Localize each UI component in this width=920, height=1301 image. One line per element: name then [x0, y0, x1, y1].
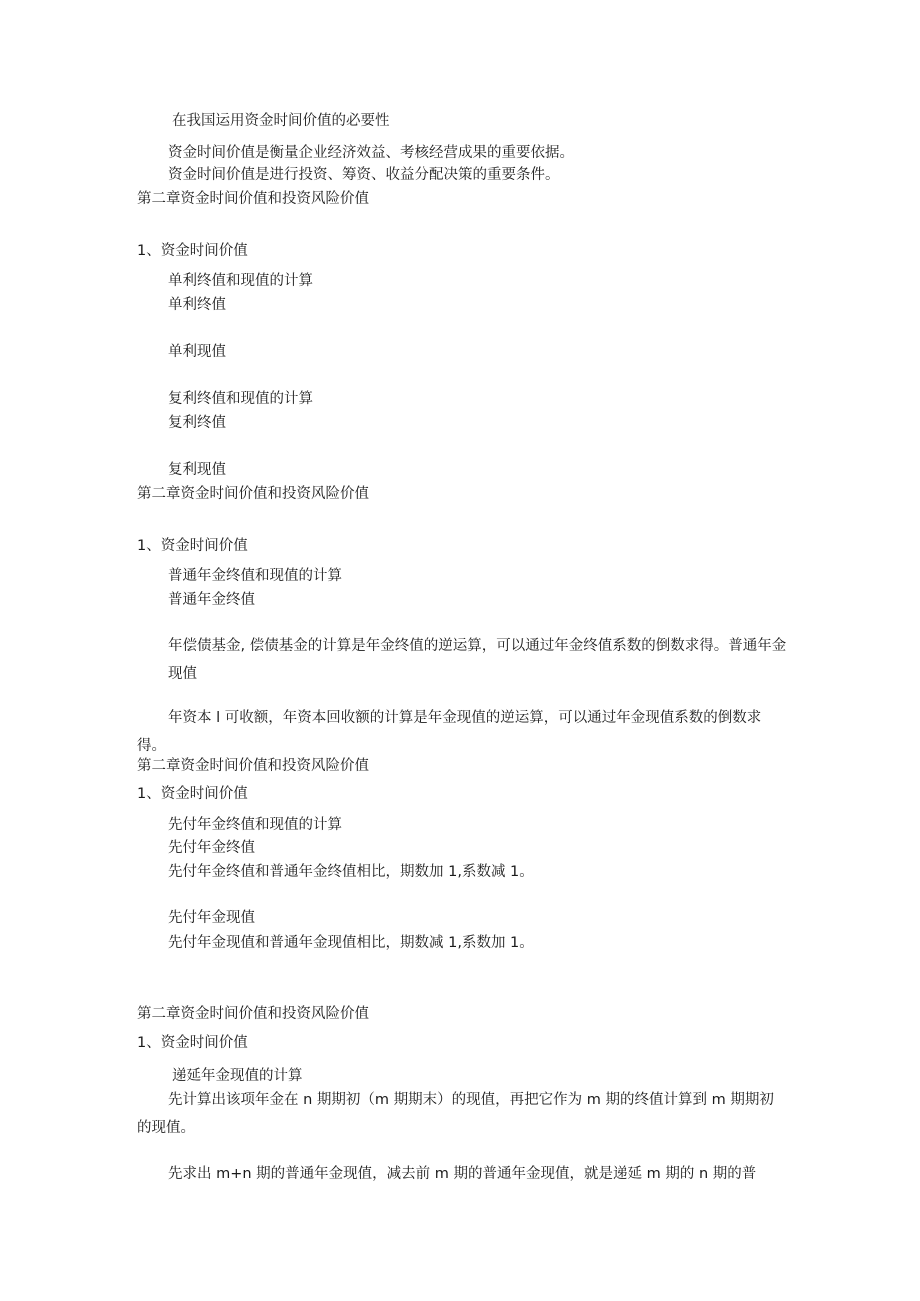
note-text: 先付年金现值和普通年金现值相比，期数减 1,系数加 1。 [168, 935, 534, 951]
subsection-title: 1、资金时间价值 [137, 243, 248, 259]
chapter-title: 第二章资金时间价值和投资风险价值 [137, 191, 369, 207]
item-label: 单利终值 [168, 297, 226, 313]
intro-heading: 在我国运用资金时间价值的必要性 [172, 113, 390, 129]
topic-heading: 复利终值和现值的计算 [168, 391, 313, 407]
chapter-title: 第二章资金时间价值和投资风险价值 [137, 758, 369, 774]
item-label: 复利终值 [168, 415, 226, 431]
paragraph: 先求出 m+n 期的普通年金现值，减去前 m 期的普通年金现值，就是递延 m 期的 n 期的普 [168, 1166, 757, 1182]
paragraph: 年资本 l 可收额，年资本回收额的计算是年金现值的逆运算，可以通过年金现值系数的倒数求得。 [137, 710, 762, 754]
item-label: 普通年金终值 [168, 592, 255, 608]
subsection-title: 1、资金时间价值 [137, 1035, 248, 1051]
paragraph: 年偿债基金, 偿债基金的计算是年金终值的逆运算，可以通过年金终值系数的倒数求得。普通年金现值 [168, 638, 787, 682]
subsection-title: 1、资金时间价值 [137, 786, 248, 802]
topic-heading: 普通年金终值和现值的计算 [168, 568, 342, 584]
subsection-title: 1、资金时间价值 [137, 538, 248, 554]
item-label: 复利现值 [168, 462, 226, 478]
topic-heading: 单利终值和现值的计算 [168, 273, 313, 289]
paragraph: 先计算出该项年金在 n 期期初（m 期期末）的现值，再把它作为 m 期的终值计算到 m 期期初的现值。 [137, 1092, 774, 1136]
topic-heading: 递延年金现值的计算 [172, 1068, 303, 1084]
item-label: 先付年金现值 [168, 910, 255, 926]
item-label: 先付年金终值 [168, 840, 255, 856]
note-text: 先付年金终值和普通年金终值相比，期数加 1,系数减 1。 [168, 864, 534, 880]
chapter-title: 第二章资金时间价值和投资风险价值 [137, 1006, 369, 1022]
intro-point-2: 资金时间价值是进行投资、筹资、收益分配决策的重要条件。 [168, 167, 560, 183]
topic-heading: 先付年金终值和现值的计算 [168, 817, 342, 833]
intro-point-1: 资金时间价值是衡量企业经济效益、考核经营成果的重要依据。 [168, 145, 574, 161]
chapter-title: 第二章资金时间价值和投资风险价值 [137, 486, 369, 502]
item-label: 单利现值 [168, 344, 226, 360]
